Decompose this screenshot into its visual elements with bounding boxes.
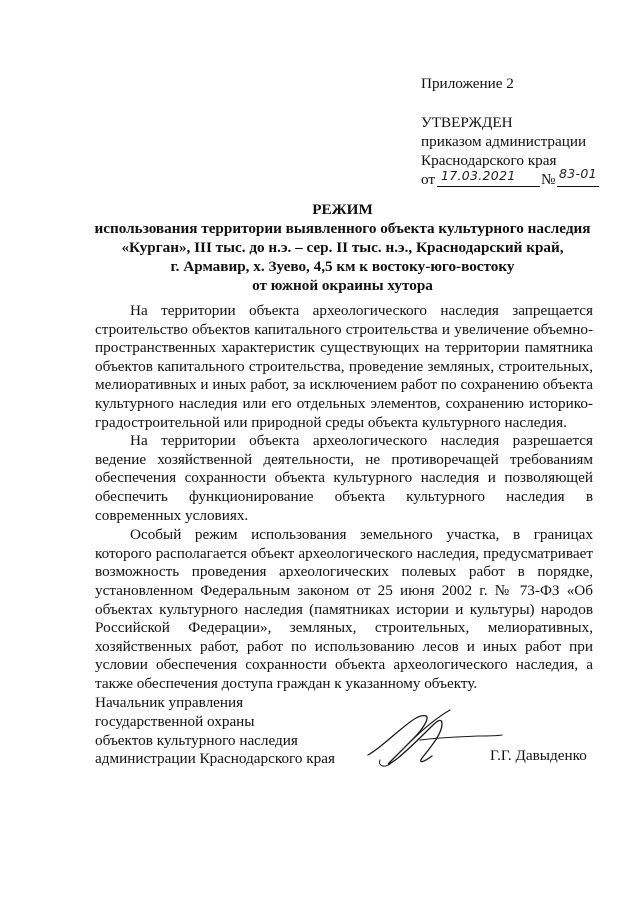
order-line-2: Краснодарского края (421, 152, 557, 169)
signatory-title (95, 694, 335, 769)
paragraph-prohibitions: На территории объекта археологического наследия запрещается строительство объектов капитального строительства и увеличение объемно-пространственных характеристик существующих на территории памятника объектов капитального строительства, проведение земляных, строительных, мелиоративных и иных работ, за исключением работ по сохранению объекта культурного наследия или его отдельных элементов, сохранению историко-градостроительной или природной среды объекта культурного наследия. (95, 302, 593, 431)
order-line-1: приказом администрации (421, 133, 587, 150)
date-handwritten: 17.03.2021 (441, 168, 516, 183)
title-line-2: «Курган», III тыс. до н.э. – сер. II тыс. н.э., Краснодарский край, (121, 239, 564, 256)
title-line-4: от южной окраины хутора (252, 277, 433, 294)
appendix-label: Приложение 2 (421, 75, 514, 92)
document-title (60, 200, 625, 295)
title-line-3: г. Армавир, х. Зуево, 4,5 км к востоку-юго-востоку (170, 258, 515, 275)
approved-label: УТВЕРЖДЕН (421, 114, 513, 131)
number-prefix: № (541, 171, 556, 188)
date-underline (437, 186, 540, 187)
document-body (95, 302, 593, 693)
signatory-line-1: Начальник управления (95, 694, 244, 711)
title-heading: РЕЖИМ (312, 201, 373, 218)
handwritten-signature (360, 700, 510, 775)
signatory-line-4: администрации Краснодарского края (95, 750, 335, 768)
number-underline (557, 186, 599, 187)
date-prefix: от (421, 171, 436, 188)
paragraph-permissions: На территории объекта археологического наследия разрешается ведение хозяйственной деятельности, не противоречащей требованиям обеспечения сохранности объекта культурного наследия и позволяющей обеспечить функционирование объекта культурного наследия в современных условиях. (95, 432, 593, 524)
number-handwritten: 83-01 (559, 166, 597, 181)
signatory-line-3: объектов культурного наследия (95, 731, 298, 749)
signatory-line-2: государственной охраны (95, 712, 255, 730)
signatory-name: Г.Г. Давыденко (490, 747, 587, 764)
title-line-1: использования территории выявленного объекта культурного наследия (94, 220, 591, 237)
paragraph-special-regime: Особый режим использования земельного участка, в границах которого располагается объект археологического наследия, предусматривает возможность проведения археологических полевых работ в порядке, установленном Федеральным законом от 25 июня 2002 г. № 73-ФЗ «Об объектах культурного наследия (памятниках истории и культуры) народов Российской Федерации», земляных, строительных, мелиоративных, хозяйственных работ, работ по использованию лесов и иных работ при условии обеспечения сохранности объекта археологического наследия, а также обеспечения доступа граждан к указанному объекту. (95, 526, 593, 692)
